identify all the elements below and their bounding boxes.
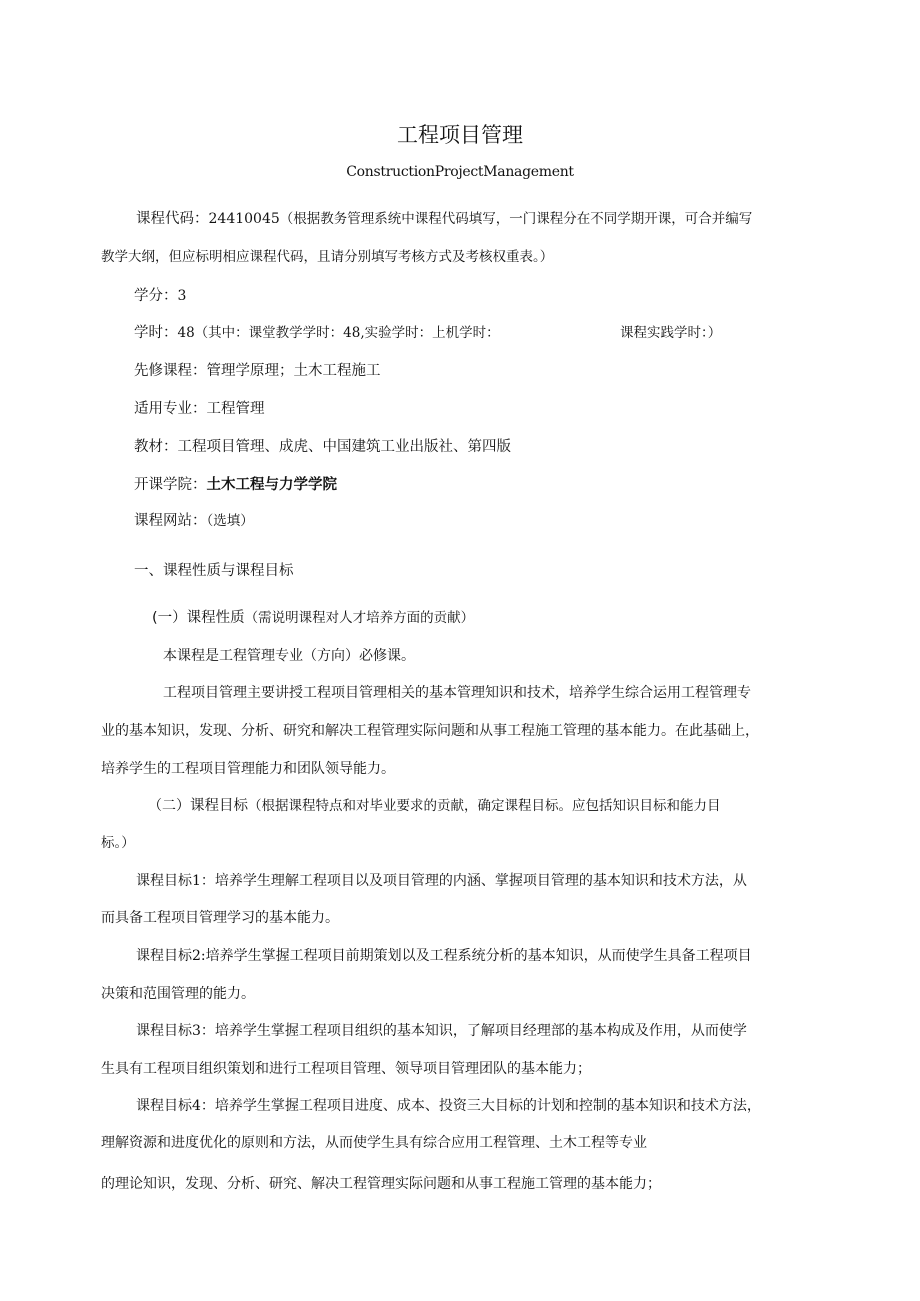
textbook-value: 工程项目管理、成虎、中国建筑工业出版社、第四版 (177, 439, 511, 455)
course-code-row (136, 209, 752, 229)
document-title: 工程项目管理 (397, 123, 523, 147)
major-label: 适用专业： (134, 401, 207, 417)
major-value: 工程管理 (206, 401, 265, 417)
credits-value: 3 (177, 288, 187, 304)
hours-practice: 课程实践学时：） (620, 325, 722, 341)
college-value: 土木工程与力学学院 (206, 477, 337, 493)
textbook-row (134, 437, 511, 457)
credits-row (134, 286, 186, 306)
nature-paragraph-2-line2: 业的基本知识，发现、分析、研究和解决工程管理实际问题和从事工程施工管理的基本能力。在此基础上， (101, 723, 759, 739)
course-code-value: 24410045 (208, 211, 280, 227)
goal-1-line2: 而具备工程项目管理学习的基本能力。 (101, 910, 339, 926)
goal-2-line1: 课程目标2:培养学生掌握工程项目前期策划以及工程系统分析的基本知识，从而使学生具备工程项目 (136, 948, 752, 964)
prerequisite-label: 先修课程： (134, 363, 207, 379)
website-row (134, 511, 254, 531)
goals-prefix: （二） (148, 798, 190, 814)
nature-paragraph-1: 本课程是工程管理专业（方向）必修课。 (163, 648, 415, 664)
document-subtitle: ConstructionProjectManagement (346, 164, 574, 180)
course-code-label: 课程代码： (136, 211, 209, 227)
prerequisite-value: 管理学原理；土木工程施工 (206, 363, 381, 379)
textbook-label: 教材： (134, 439, 178, 455)
nature-note: （需说明课程对人才培养方面的贡献） (244, 610, 475, 626)
section1-heading: 一、课程性质与课程目标 (134, 563, 294, 579)
goals-note: （根据课程特点和对毕业要求的贡献，确定课程目标。应包括知识目标和能力目 (248, 798, 721, 814)
goals-heading: 课程目标 (190, 798, 248, 814)
major-row (134, 399, 265, 419)
goal-4-line2: 理解资源和进度优化的原则和方法，从而使学生具有综合应用工程管理、土木工程等专业 (101, 1135, 647, 1151)
course-code-note: （根据教务管理系统中课程代码填写，一门课程分在不同学期开课，可合并编写 (279, 211, 753, 227)
nature-heading-row (152, 608, 474, 628)
goal-4-line1: 课程目标4：培养学生掌握工程项目进度、成本、投资三大目标的计划和控制的基本知识和技术方法， (136, 1098, 761, 1114)
website-label: 课程网站： (134, 513, 207, 529)
hours-label: 学时： (134, 325, 178, 341)
goals-note-line2: 标。） (101, 835, 135, 851)
goals-heading-row (148, 796, 721, 816)
goal-4-line3: 的理论知识，发现、分析、研究、解决工程管理实际问题和从事工程施工管理的基本能力； (101, 1176, 661, 1192)
goal-3-line1: 课程目标3：培养学生掌握工程项目组织的基本知识，了解项目经理部的基本构成及作用，从而使学 (136, 1023, 747, 1039)
college-row (134, 475, 337, 495)
course-code-note-line2: 教学大纲，但应标明相应课程代码，且请分别填写考核方式及考核权重表。） (101, 249, 554, 265)
nature-paragraph-2-line3: 培养学生的工程项目管理能力和团队领导能力。 (101, 761, 395, 777)
college-label: 开课学院： (134, 477, 207, 493)
website-value: （选填） (206, 513, 254, 529)
credits-label: 学分： (134, 288, 178, 304)
nature-paragraph-2-line1: 工程项目管理主要讲授工程项目管理相关的基本管理知识和技术，培养学生综合运用工程管理专 (163, 685, 751, 701)
nature-heading: (一）课程性质 (152, 610, 245, 626)
hours-row (134, 323, 500, 343)
goal-3-line2: 生具有工程项目组织策划和进行工程项目管理、领导项目管理团队的基本能力； (101, 1061, 591, 1077)
goal-1-line1: 课程目标1：培养学生理解工程项目以及项目管理的内涵、掌握项目管理的基本知识和技术方法，从 (136, 873, 747, 889)
hours-value: 48（其中：课堂教学学时：48,实验学时：上机学时： (177, 325, 500, 341)
prerequisite-row (134, 361, 381, 381)
goal-2-line2: 决策和范围管理的能力。 (101, 986, 255, 1002)
